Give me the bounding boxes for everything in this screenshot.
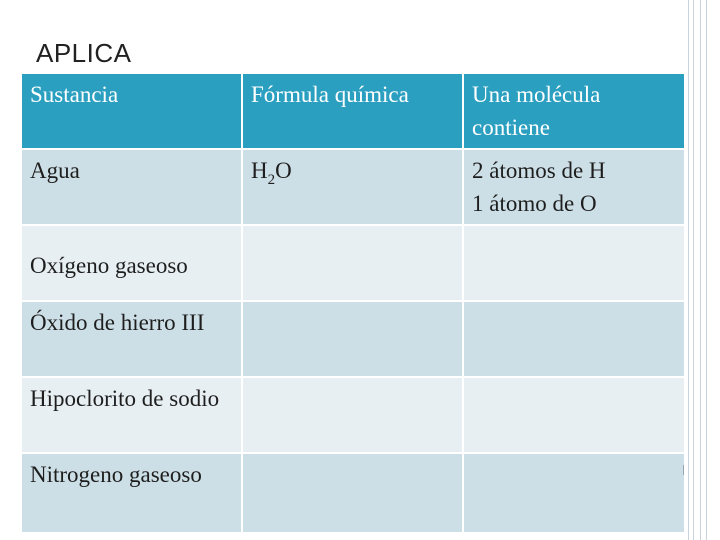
cell-formula-empty[interactable] (242, 225, 463, 301)
substance-table (20, 72, 686, 534)
frame-line (693, 0, 694, 540)
table-header-row (21, 73, 685, 149)
cell-contiene-empty[interactable] (463, 377, 685, 453)
header-sustancia: Sustancia (21, 73, 242, 149)
atom-line: 1 átomo de O (472, 191, 597, 216)
cell-contiene-empty[interactable] (463, 225, 685, 301)
formula-tail: O (275, 158, 292, 183)
table-row (21, 149, 685, 225)
cell-sustancia: Óxido de hierro III (21, 301, 242, 377)
table-row (21, 225, 685, 301)
cell-sustancia: Hipoclorito de sodio (21, 377, 242, 453)
header-formula: Fórmula química (242, 73, 463, 149)
frame-line (706, 0, 707, 540)
formula-base: H (251, 158, 268, 183)
cell-contiene-empty[interactable] (463, 453, 685, 533)
header-contiene: Una molécula contiene (463, 73, 685, 149)
atom-line: 2 átomos de H (472, 158, 606, 183)
frame-line (700, 0, 701, 540)
slide-title: APLICA (36, 38, 132, 68)
cell-contiene-empty[interactable] (463, 301, 685, 377)
table-row (21, 377, 685, 453)
cell-formula (242, 149, 463, 225)
cell-sustancia: Agua (21, 149, 242, 225)
cell-formula-empty[interactable] (242, 453, 463, 533)
table-row (21, 301, 685, 377)
cell-contiene (463, 149, 685, 225)
cell-sustancia: Nitrogeno gaseoso (21, 453, 242, 533)
cell-formula-empty[interactable] (242, 301, 463, 377)
cell-sustancia: Oxígeno gaseoso (21, 225, 242, 301)
frame-line (688, 0, 689, 540)
table-row (21, 453, 685, 533)
formula-subscript: 2 (267, 172, 276, 188)
page-tick-mark (683, 465, 684, 475)
cell-formula-empty[interactable] (242, 377, 463, 453)
